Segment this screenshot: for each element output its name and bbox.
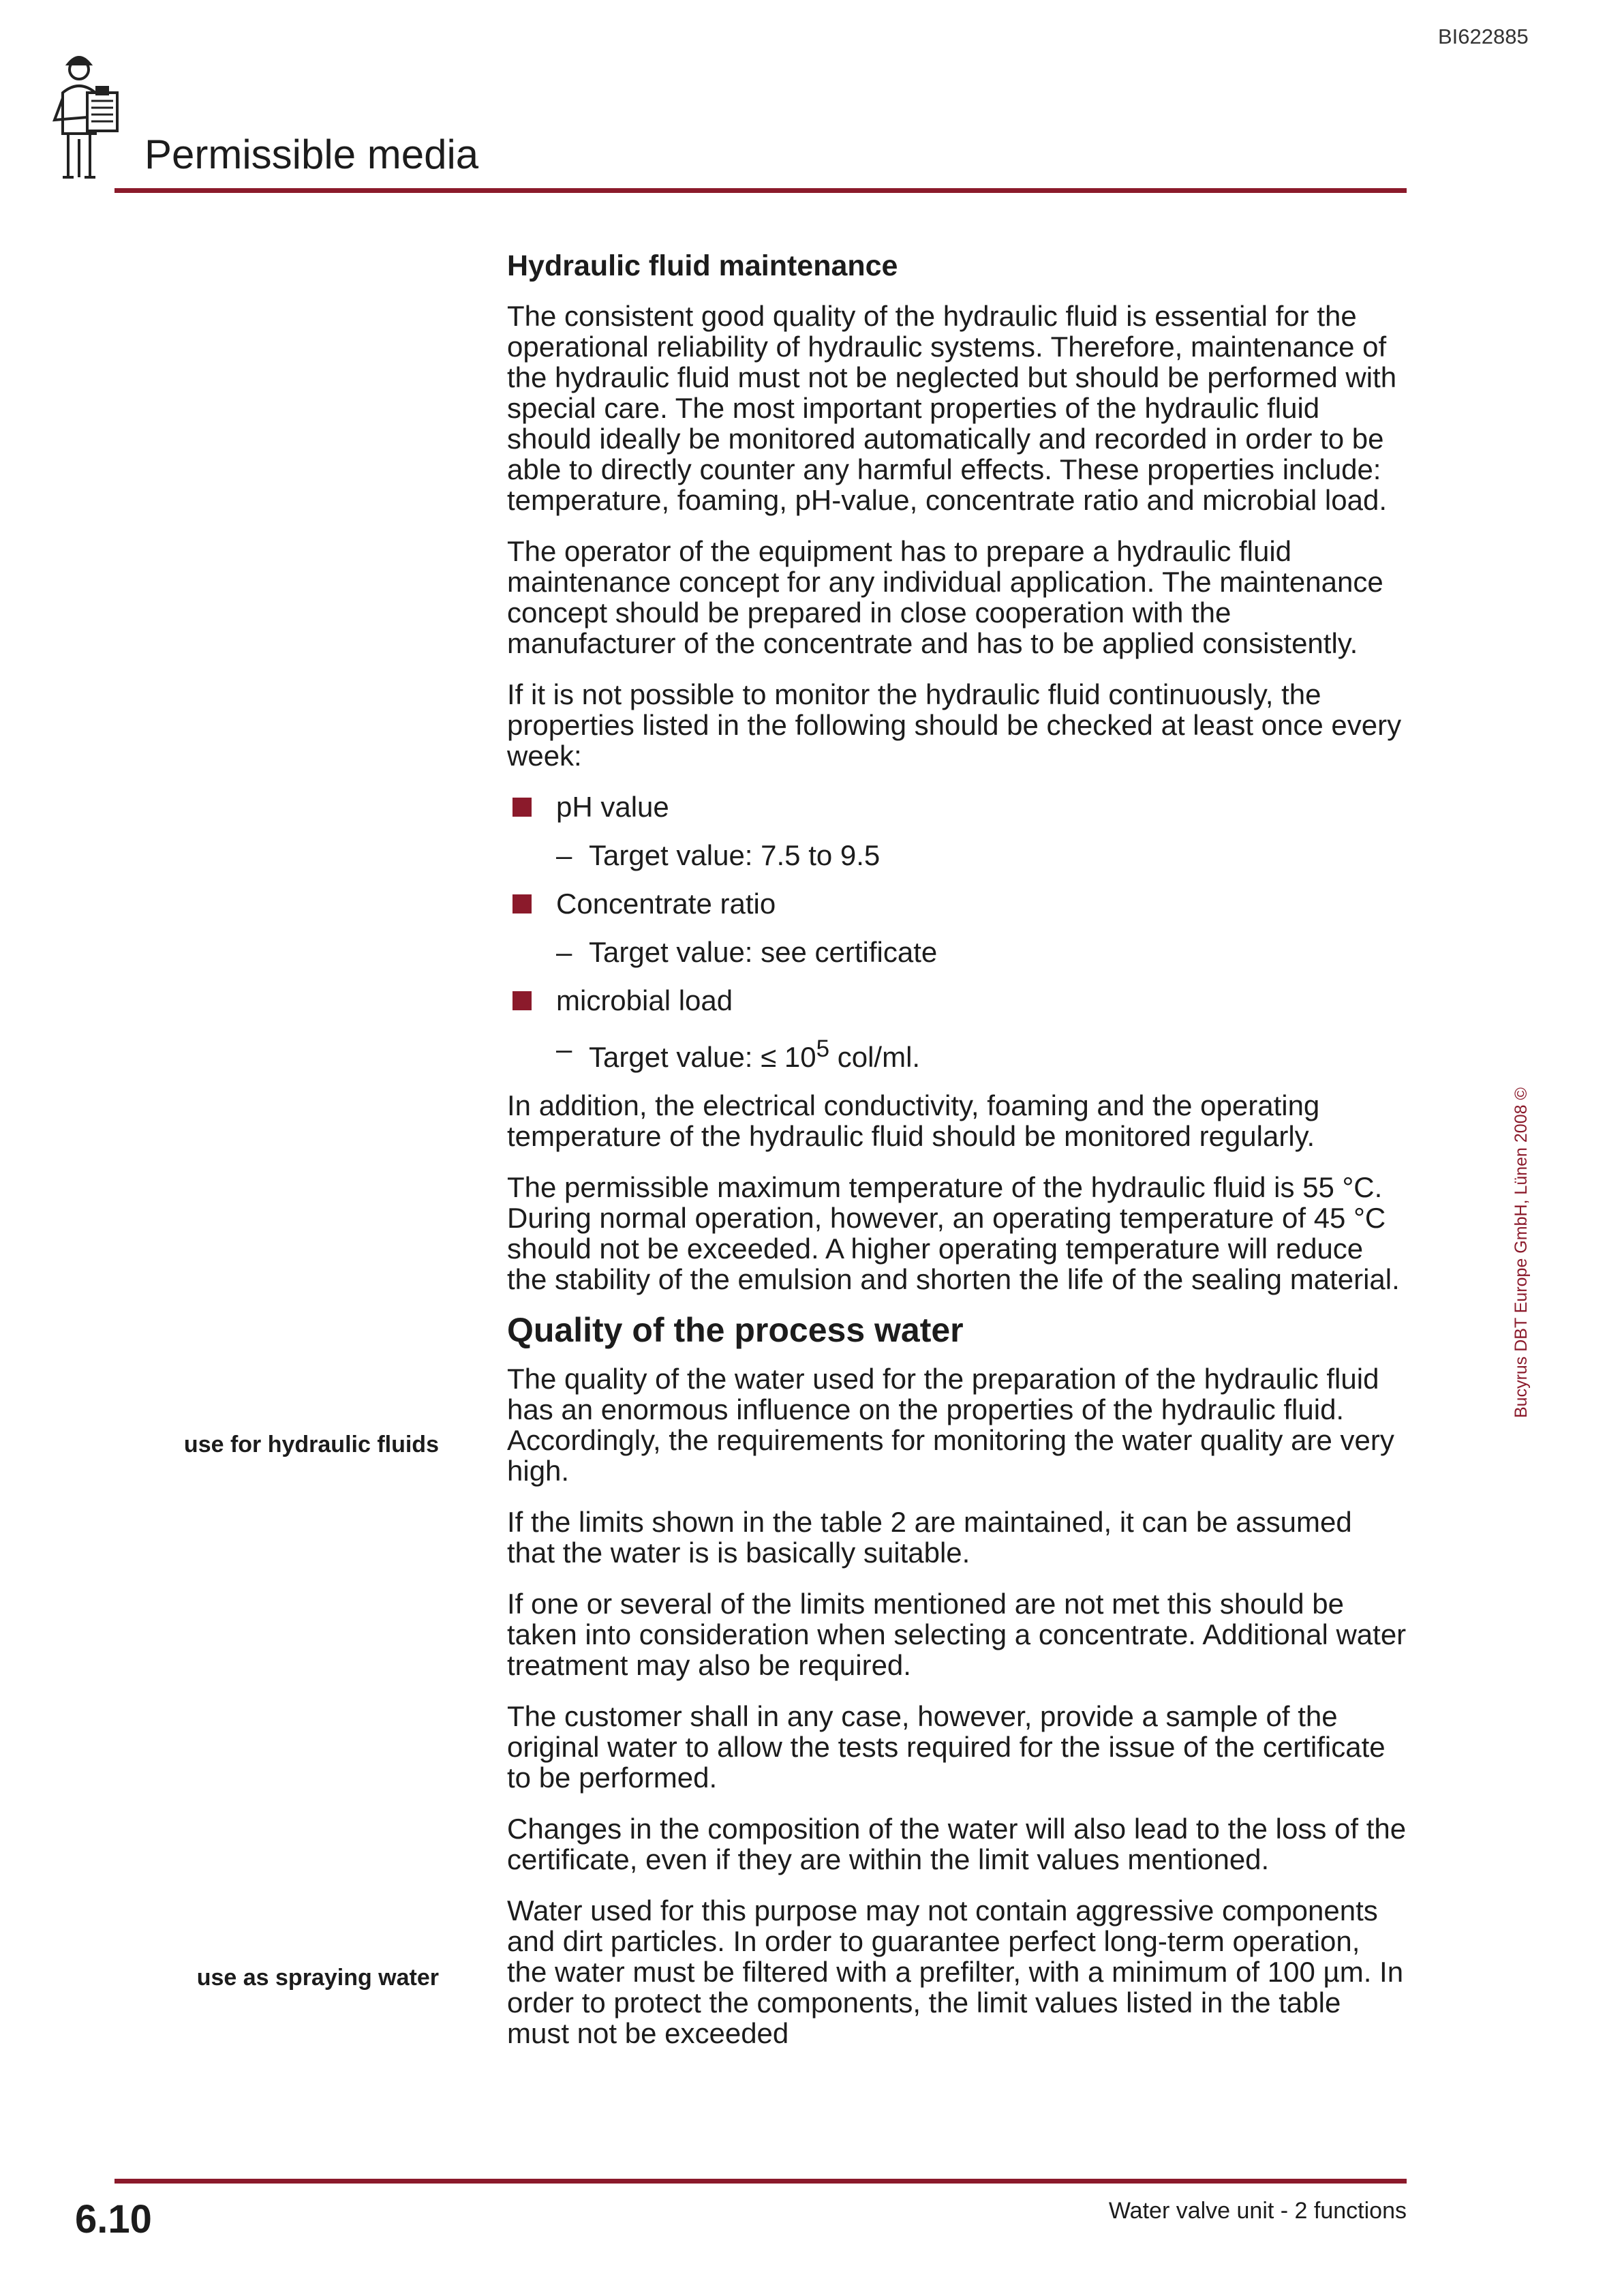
target-value-text: Target value: ≤ 10 [589,1041,816,1073]
sub-list-item [556,1033,1407,1072]
square-bullet-icon [512,798,532,817]
paragraph: The operator of the equipment has to prepare a hydraulic fluid maintenance concept for any individual application. The maintenance concept should be prepared in close cooperation with the manufacturer of the concentrate and has to be applied consistently. [507,535,1383,659]
main-content [507,251,1407,2069]
list-item-label: pH value [556,791,669,823]
worker-with-clipboard-icon [49,52,136,181]
sub-list-item [556,840,1407,871]
paragraph: If one or several of the limits mentioned are not met this should be taken into consideration when selecting a concentrate. Additional water treatment may also be required. [507,1588,1407,1681]
target-value-text: Target value: 7.5 to 9.5 [589,839,881,871]
dash-bullet-icon: – [556,1033,572,1065]
paragraph: In addition, the electrical conductivity, foaming and the operating temperature of the hydraulic fluid should be monitored regularly. [507,1089,1320,1152]
paragraph: Changes in the composition of the water will also lead to the loss of the certificate, even if they are within the limit values mentioned. [507,1813,1407,1875]
list-item-label: Concentrate ratio [556,888,776,920]
dash-bullet-icon: – [556,936,572,968]
property-checklist [507,791,1407,1072]
margin-label-hydraulic-fluids: use for hydraulic fluids [183,1432,439,1457]
square-bullet-icon [512,991,532,1010]
copyright-notice: Bucyrus DBT Europe GmbH, Lünen 2008 © [1512,1087,1531,1418]
paragraph: Water used for this purpose may not contain aggressive components and dirt particles. In order to guarantee perfect long-term operation, the water must be filtered with a prefilter, with a minimum of 100 µm. In order to protect the components, the limit values listed in the table must not be exceeded [507,1894,1404,2049]
footer-title: Water valve unit - 2 functions [1108,2198,1407,2224]
paragraph: If the limits shown in the table 2 are maintained, it can be assumed that the water is is basically suitable. [507,1506,1352,1569]
margin-label-spraying-water: use as spraying water [196,1965,439,1991]
paragraph: The quality of the water used for the preparation of the hydraulic fluid has an enormous influence on the properties of the hydraulic fluid. Accordingly, the requirements for monitoring the water quality are very high. [507,1363,1394,1487]
list-item [507,888,1407,967]
paragraph: If it is not possible to monitor the hydraulic fluid continuously, the properties listed in the following should be checked at least once every week: [507,678,1402,772]
subheading-hydraulic-fluid-maintenance: Hydraulic fluid maintenance [507,250,898,282]
dash-bullet-icon: – [556,839,572,871]
footer-rule [114,2179,1407,2184]
target-value-text: Target value: see certificate [589,936,938,968]
sub-list-item [556,937,1407,967]
header-rule [114,188,1407,193]
page-number: 6.10 [75,2197,152,2241]
page-title: Permissible media [144,132,479,177]
list-item [507,791,1407,871]
section-heading-process-water: Quality of the process water [507,1311,964,1349]
paragraph: The consistent good quality of the hydraulic fluid is essential for the operational reliability of hydraulic systems. Therefore, maintenance of the hydraulic fluid must not be neglected but should be performed with special care. The most important properties of the hydraulic fluid should ideally be monitored automatically and recorded in order to be able to directly counter any harmful effects. These properties include: temperature, foaming, pH-value, concentrate ratio and microbial load. [507,300,1397,516]
paragraph: The permissible maximum temperature of the hydraulic fluid is 55 °C. During normal operation, however, an operating temperature of 45 °C should not be exceeded. A higher operating temperature will reduce the stability of the emulsion and shorten the life of the sealing material. [507,1171,1400,1295]
square-bullet-icon [512,894,532,913]
exponent: 5 [816,1036,830,1062]
document-id: BI622885 [1438,25,1529,48]
paragraph: The customer shall in any case, however, provide a sample of the original water to allow the tests required for the issue of the certificate to be performed. [507,1700,1386,1794]
list-item [507,985,1407,1072]
list-item-label: microbial load [556,984,733,1016]
target-value-unit: col/ml. [829,1041,921,1073]
